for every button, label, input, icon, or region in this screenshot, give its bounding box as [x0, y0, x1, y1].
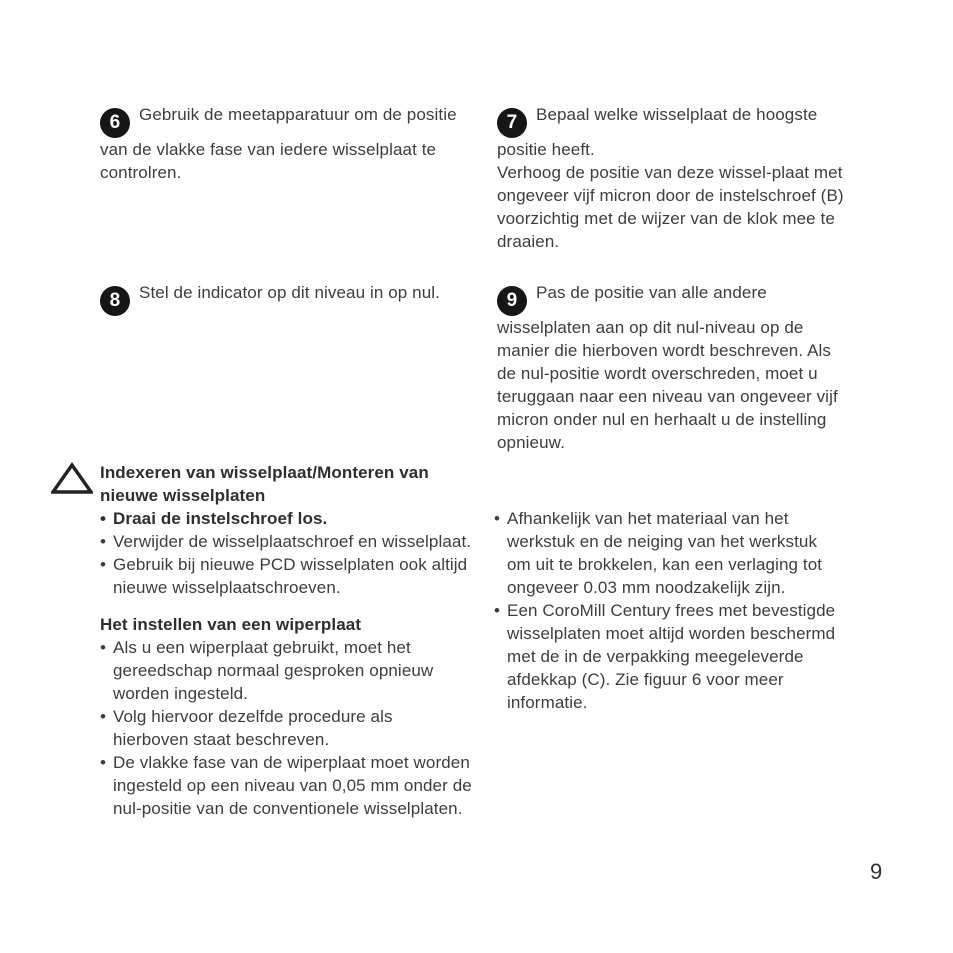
step-7	[497, 103, 857, 253]
indexeren-bullet-list	[100, 507, 472, 599]
step-9-paragraph	[497, 281, 853, 454]
step-7-number-badge: 7	[497, 108, 527, 138]
page-number: 9	[870, 859, 883, 884]
section-heading-wiperplaat: Het instellen van een wiperplaat	[100, 615, 362, 634]
step-8-text: Stel de indicator op dit niveau in op nul.	[139, 283, 440, 302]
right-note-section	[494, 507, 840, 714]
bullet-item: • Verwijder de wisselplaatschroef en wisselplaat.	[100, 530, 472, 553]
bullet-item: • Een CoroMill Century frees met bevestigde wisselplaten moet altijd worden beschermd met de in de verpakking meegeleverde afdekkap (C). Zie figuur 6 voor meer informatie.	[494, 599, 840, 714]
warning-triangle-icon	[51, 462, 93, 496]
section-heading-indexeren: Indexeren van wisselplaat/Monteren van nieuwe wisselplaten	[100, 463, 429, 505]
step-9-number-badge: 9	[497, 286, 527, 316]
wiperplaat-bullet-list	[100, 636, 472, 820]
step-7-text: Bepaal welke wisselplaat de hoogste positie heeft.	[497, 105, 818, 159]
step-9-text: Pas de positie van alle andere wisselplaten aan op dit nul-niveau op de manier die hierboven wordt beschreven. Als de nul-positie wordt overschreden, moet u teruggaan naar een niveau van ongeveer vijf micron onder nul en herhaalt u de instelling opnieuw.	[497, 283, 838, 452]
step-9	[497, 281, 853, 454]
left-instruction-sections	[100, 461, 472, 820]
step-7-text-continued: Verhoog de positie van deze wissel-plaat met ongeveer vijf micron door de instelschroef (B) voorzichtig met de wijzer van de klok mee te draaien.	[497, 163, 844, 251]
right-bullet-list	[494, 507, 840, 714]
bullet-item: • Als u een wiperplaat gebruikt, moet het gereedschap normaal gesproken opnieuw worden ingesteld.	[100, 636, 472, 705]
step-7-paragraph	[497, 103, 857, 161]
bullet-item: • De vlakke fase van de wiperplaat moet worden ingesteld op een niveau van 0,05 mm onder de nul-positie van de conventionele wisselplaten.	[100, 751, 472, 820]
step-6-paragraph	[100, 103, 476, 184]
bullet-item: • Volg hiervoor dezelfde procedure als hierboven staat beschreven.	[100, 705, 472, 751]
step-6	[100, 103, 476, 184]
bullet-item: • Draai de instelschroef los.	[100, 507, 472, 530]
step-8-paragraph	[100, 281, 500, 316]
bullet-item: • Afhankelijk van het materiaal van het werkstuk en de neiging van het werkstuk om uit te brokkelen, kan een verlaging tot ongeveer 0.03 mm noodzakelijk zijn.	[494, 507, 840, 599]
step-8	[100, 281, 500, 316]
step-6-number-badge: 6	[100, 108, 130, 138]
bullet-item: • Gebruik bij nieuwe PCD wisselplaten ook altijd nieuwe wisselplaatschroeven.	[100, 553, 472, 599]
step-8-number-badge: 8	[100, 286, 130, 316]
step-6-text: Gebruik de meetapparatuur om de positie van de vlakke fase van iedere wisselplaat te controlren.	[100, 105, 457, 182]
